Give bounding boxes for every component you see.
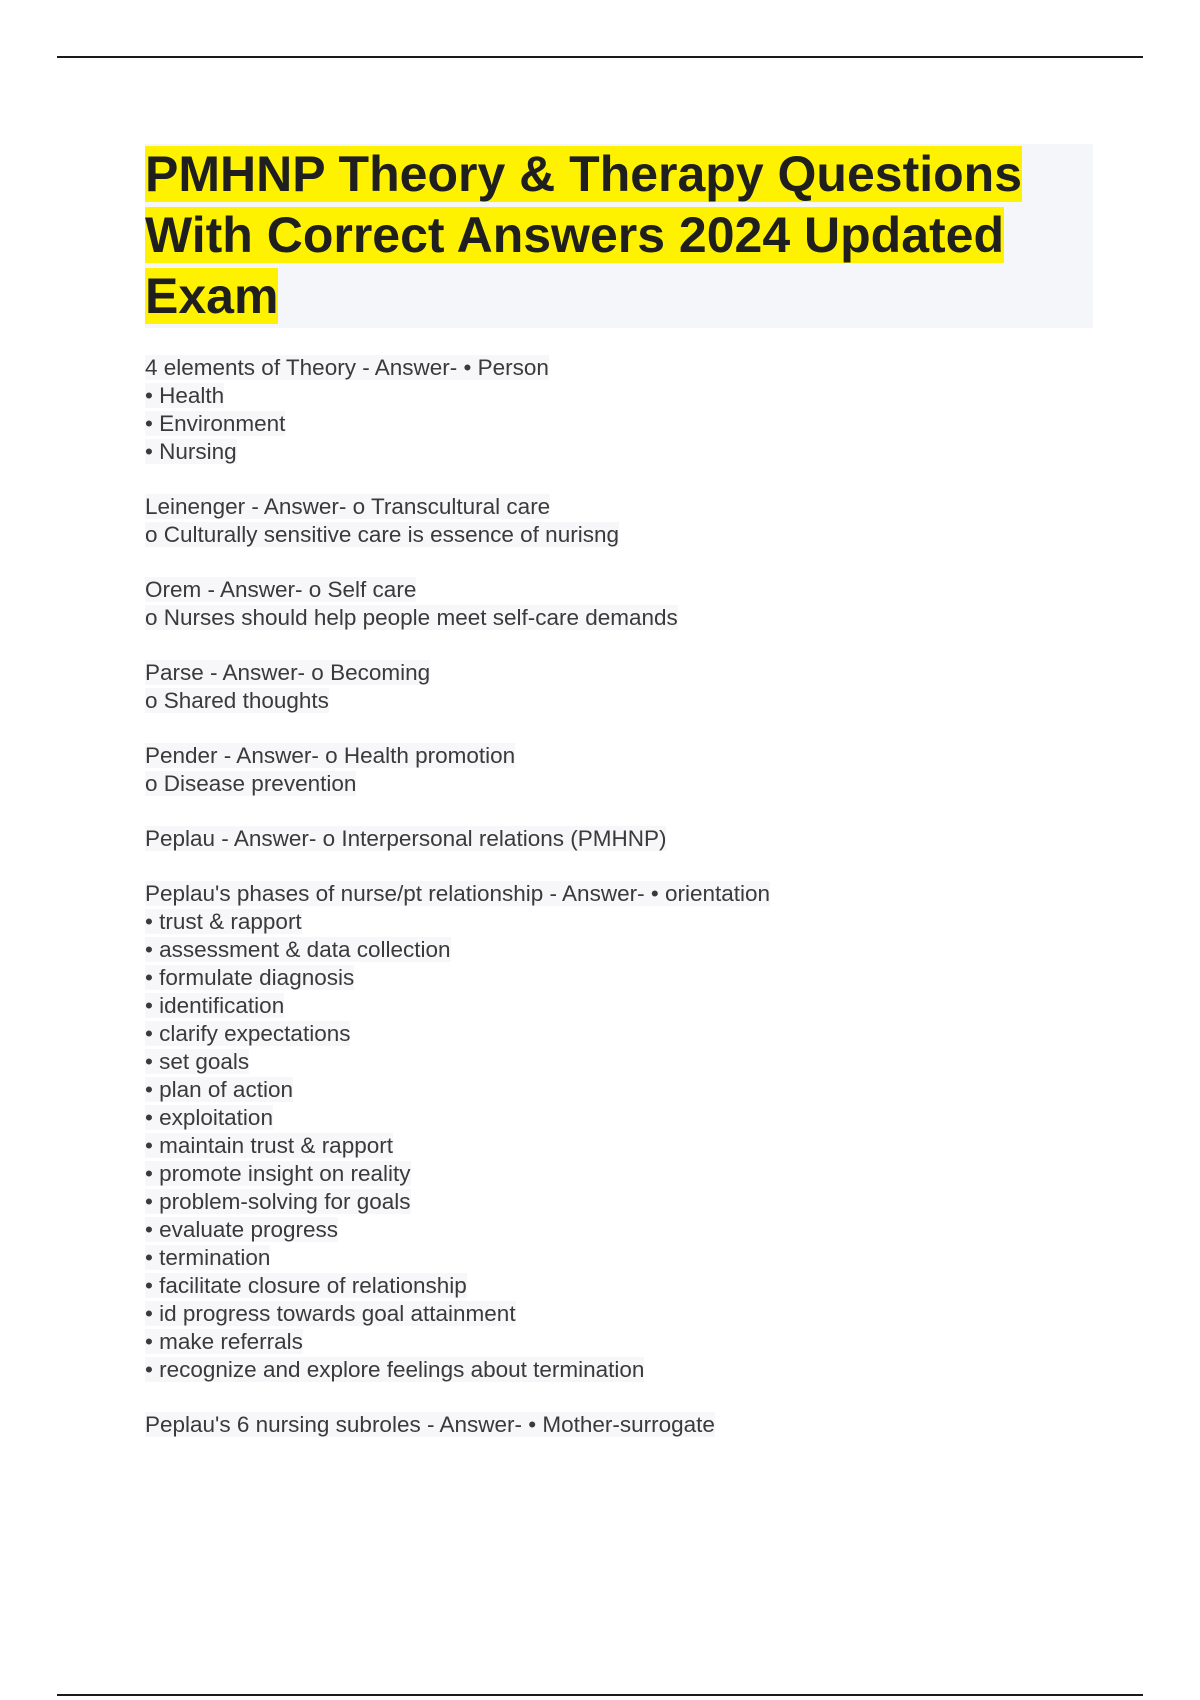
qa-entry	[145, 576, 1145, 632]
qa-line: • Nursing	[145, 439, 237, 464]
qa-line: • maintain trust & rapport	[145, 1133, 393, 1158]
qa-line: • recognize and explore feelings about termination	[145, 1357, 645, 1382]
qa-line: • problem-solving for goals	[145, 1189, 411, 1214]
qa-line: • id progress towards goal attainment	[145, 1301, 516, 1326]
title-block	[145, 144, 1093, 328]
qa-line: • formulate diagnosis	[145, 965, 355, 990]
qa-line: • Environment	[145, 411, 286, 436]
qa-line: • clarify expectations	[145, 1021, 351, 1046]
document-title	[145, 144, 1093, 327]
qa-line: • plan of action	[145, 1077, 293, 1102]
qa-line: Leinenger - Answer- o Transcultural care	[145, 494, 551, 519]
qa-line: Pender - Answer- o Health promotion	[145, 743, 516, 768]
qa-line: o Culturally sensitive care is essence of nurisng	[145, 522, 619, 547]
qa-line: o Shared thoughts	[145, 688, 329, 713]
qa-entry	[145, 659, 1145, 715]
qa-line: Peplau - Answer- o Interpersonal relations (PMHNP)	[145, 826, 667, 851]
qa-line: o Nurses should help people meet self-care demands	[145, 605, 678, 630]
qa-line: • termination	[145, 1245, 271, 1270]
qa-line: • facilitate closure of relationship	[145, 1273, 467, 1298]
qa-line: • set goals	[145, 1049, 250, 1074]
title-line: With Correct Answers 2024 Updated	[145, 207, 1005, 263]
qa-line: • promote insight on reality	[145, 1161, 411, 1186]
qa-entry	[145, 354, 1145, 466]
title-line: Exam	[145, 268, 279, 324]
qa-line: 4 elements of Theory - Answer- • Person	[145, 355, 549, 380]
top-rule	[57, 56, 1143, 58]
qa-line: Parse - Answer- o Becoming	[145, 660, 431, 685]
bottom-rule	[57, 1694, 1143, 1696]
qa-line: • make referrals	[145, 1329, 303, 1354]
qa-line: • assessment & data collection	[145, 937, 451, 962]
qa-entry	[145, 493, 1145, 549]
qa-line: Peplau's phases of nurse/pt relationship - Answer- • orientation	[145, 881, 771, 906]
qa-entry	[145, 1411, 1145, 1439]
qa-line: o Disease prevention	[145, 771, 357, 796]
qa-line: Peplau's 6 nursing subroles - Answer- • Mother-surrogate	[145, 1412, 715, 1437]
title-line: PMHNP Theory & Therapy Questions	[145, 146, 1023, 202]
qa-line: • Health	[145, 383, 225, 408]
qa-entry	[145, 880, 1145, 1384]
qa-line: • evaluate progress	[145, 1217, 338, 1242]
qa-entry	[145, 742, 1145, 798]
qa-line: • trust & rapport	[145, 909, 302, 934]
qa-line: • identification	[145, 993, 285, 1018]
qa-line: • exploitation	[145, 1105, 273, 1130]
qa-line: Orem - Answer- o Self care	[145, 577, 417, 602]
qa-entry	[145, 825, 1145, 853]
qa-list	[145, 354, 1145, 1466]
